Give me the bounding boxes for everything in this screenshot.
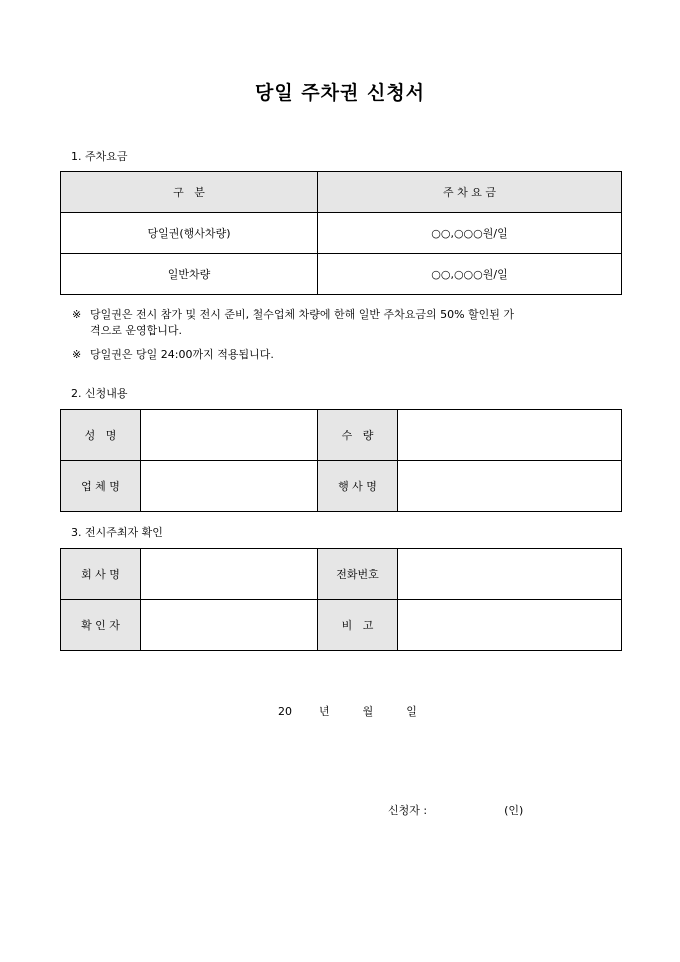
date-month-unit: 월 (362, 705, 374, 718)
note-text: 당일권은 전시 참가 및 전시 준비, 철수업체 차량에 한해 일반 주차요금의 50% 할인된 가 (90, 308, 515, 321)
company-field[interactable] (141, 461, 318, 512)
phone-field[interactable] (398, 549, 622, 600)
company-label: 업 체 명 (61, 461, 141, 512)
parking-fee-table (60, 171, 622, 295)
name-label: 성 명 (61, 410, 141, 461)
organizer-company-label: 회 사 명 (61, 549, 141, 600)
application-table (60, 409, 622, 512)
organizer-company-field[interactable] (141, 549, 318, 600)
event-label: 행 사 명 (318, 461, 398, 512)
date-day-unit: 일 (406, 705, 417, 718)
remarks-label: 비 고 (318, 600, 398, 651)
date-line (278, 703, 417, 719)
note-2 (72, 347, 622, 363)
applicant-label: 신청자 : (388, 804, 428, 817)
section3-heading: 3. 전시주최자 확인 (71, 526, 163, 539)
fee-type-cell: 일반차량 (61, 254, 318, 295)
section2-heading: 2. 신청내용 (71, 387, 128, 400)
note-mark: ※ (72, 308, 82, 321)
note-text-continued: 격으로 운영합니다. (90, 324, 183, 337)
table-row (61, 254, 622, 295)
date-year: 20 (278, 705, 292, 718)
organizer-confirm-table (60, 548, 622, 651)
fee-type-cell: 당일권(행사차량) (61, 213, 318, 254)
fee-header-fee: 주 차 요 금 (318, 172, 622, 213)
quantity-field[interactable] (398, 410, 622, 461)
table-row (61, 213, 622, 254)
confirmer-label: 확 인 자 (61, 600, 141, 651)
remarks-field[interactable] (398, 600, 622, 651)
section1-heading: 1. 주차요금 (71, 150, 128, 163)
seal-mark: (인) (504, 804, 524, 817)
phone-label: 전화번호 (318, 549, 398, 600)
fee-value-cell: ○○,○○○원/일 (318, 254, 622, 295)
fee-value-cell: ○○,○○○원/일 (318, 213, 622, 254)
note-text: 당일권은 당일 24:00까지 적용됩니다. (90, 348, 274, 361)
confirmer-field[interactable] (141, 600, 318, 651)
event-field[interactable] (398, 461, 622, 512)
quantity-label: 수 량 (318, 410, 398, 461)
signature-line (388, 802, 523, 818)
note-mark: ※ (72, 348, 82, 361)
fee-header-category: 구 분 (61, 172, 318, 213)
note-1 (72, 307, 622, 339)
date-year-unit: 년 (319, 705, 330, 718)
document-title: 당일 주차권 신청서 (254, 82, 426, 104)
name-field[interactable] (141, 410, 318, 461)
